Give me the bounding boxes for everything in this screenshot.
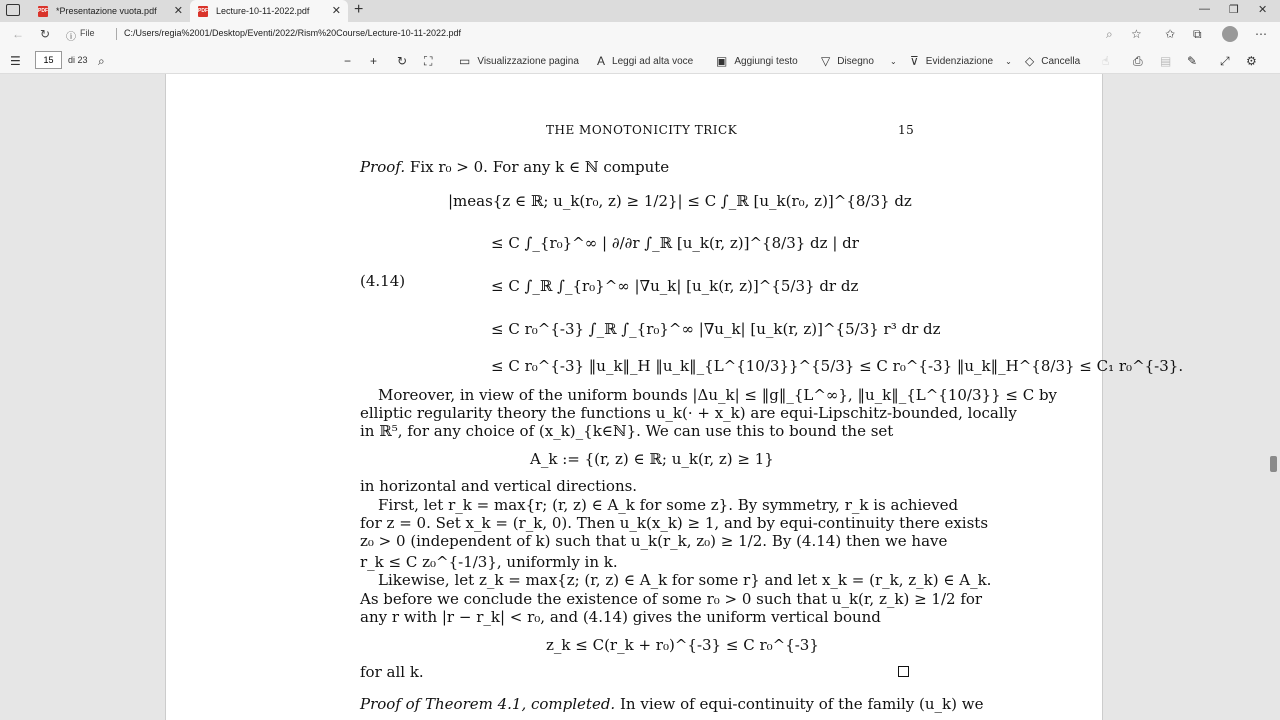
paragraph-line: First, let r_k = max{r; (r, z) ∈ A_k for some z}. By symmetry, r_k is achieved [378,496,959,514]
equation-line: ≤ C r₀^{-3} ∫_ℝ ∫_{r₀}^∞ |∇u_k| [u_k(r, z)]^{5/3} r³ dr dz [491,320,941,338]
erase-button[interactable] [1025,54,1080,68]
zoom-icon[interactable]: ⌕ [1106,27,1113,41]
tab-lecture[interactable] [190,0,348,22]
highlight-label: Evidenziazione [925,55,994,67]
touch-icon[interactable]: ☝ [1102,54,1110,68]
running-head: THE MONOTONICITY TRICK [546,123,738,137]
minimize-icon[interactable]: — [1199,3,1210,15]
add-text-label: Aggiungi testo [734,55,798,67]
scrollbar-thumb[interactable] [1270,456,1277,472]
read-aloud-icon: A [597,54,606,68]
zoom-out-icon[interactable]: − [344,54,352,68]
page-number: 15 [898,123,915,137]
info-icon[interactable]: ⓘ [66,32,76,43]
paragraph-line: Likewise, let z_k = max{z; (r, z) ∈ A_k for some r} and let x_k = (r_k, z_k) ∈ A_k. [378,571,992,589]
add-text-button[interactable] [716,54,798,68]
paragraph-line: r_k ≤ C z₀^{-1/3}, uniformly in k. [360,553,618,571]
eraser-icon: ◇ [1025,54,1035,68]
read-aloud-button[interactable] [597,54,693,68]
draw-label: Disegno [837,55,874,67]
page-view-button[interactable] [459,54,579,68]
save-as-icon[interactable]: ✎ [1187,54,1198,68]
favorites-icon[interactable]: ✩ [1165,27,1176,41]
print-icon[interactable]: ⎙ [1133,54,1143,68]
proof-intro-line [360,158,669,176]
collections-icon[interactable]: ⧉ [1193,27,1202,41]
add-favorite-icon[interactable]: ☆ [1131,27,1142,41]
zoom-in-icon[interactable]: + [370,54,378,68]
paragraph-line: in ℝ⁵, for any choice of (x_k)_{k∈ℕ}. We can use this to bound the set [360,422,894,440]
new-tab-icon[interactable]: + [354,1,364,18]
chevron-down-icon[interactable]: ⌄ [889,56,897,66]
set-definition: A_k := {(r, z) ∈ ℝ; u_k(r, z) ≥ 1} [530,450,774,468]
page-total: di 23 [68,55,88,65]
tab-title: Lecture-10-11-2022.pdf [216,6,310,16]
address-file-label: File [80,28,95,38]
paragraph-line: for all k. [360,663,424,681]
equation-line: ≤ C ∫_{r₀}^∞ | ∂/∂r ∫_ℝ [u_k(r, z)]^{8/3} dz | dr [491,234,859,252]
tab-title: *Presentazione vuota.pdf [56,6,157,16]
equation-line: |meas{z ∈ ℝ; u_k(r₀, z) ≥ 1/2}| ≤ C ∫_ℝ [u_k(r₀, z)]^{8/3} dz [448,192,912,210]
address-separator [116,28,117,40]
theorem-text: In view of equi-continuity of the family (u_k) we [620,695,984,713]
vertical-bound: z_k ≤ C(r_k + r₀)^{-3} ≤ C r₀^{-3} [546,636,819,654]
search-icon[interactable]: ⌕ [98,54,105,68]
pdf-file-icon: PDF [38,6,48,17]
paragraph-line: Moreover, in view of the uniform bounds |Δu_k| ≤ ‖g‖_{L^∞}, ‖u_k‖_{L^{10/3}} ≤ C by [378,386,1058,404]
close-icon[interactable]: ✕ [331,5,341,17]
close-window-icon[interactable]: ✕ [1258,4,1268,16]
address-bar [0,22,1280,46]
back-icon[interactable]: ← [12,27,24,41]
erase-label: Cancella [1041,55,1081,67]
proof-intro: Fix r₀ > 0. For any k ∈ ℕ compute [409,158,670,176]
pdf-toolbar [0,46,1280,74]
paragraph-line: z₀ > 0 (independent of k) such that u_k(r_k, z₀) ≥ 1/2. By (4.14) then we have [360,532,948,550]
contents-icon[interactable]: ☰ [10,54,21,68]
pdf-page [165,74,1184,720]
tab-presentazione[interactable] [30,0,190,22]
theorem-proof-line [360,695,983,713]
close-icon[interactable]: ✕ [173,5,183,17]
settings-gear-icon[interactable]: ⚙ [1246,54,1257,68]
paragraph-line: elliptic regularity theory the functions u_k(· + x_k) are equi-Lipschitz-bounded, locally [360,404,1017,422]
highlight-button[interactable] [910,54,1012,68]
proof-label: Proof. [360,158,406,176]
equation-label: (4.14) [360,272,406,290]
pdf-file-icon: PDF [198,6,208,17]
page-view-icon: ▭ [459,54,471,68]
equation-line: ≤ C ∫_ℝ ∫_{r₀}^∞ |∇u_k| [u_k(r, z)]^{5/3} dr dz [491,277,859,295]
equation-line: ≤ C r₀^{-3} ‖u_k‖_H ‖u_k‖_{L^{10/3}}^{5/3} ≤ C r₀^{-3} ‖u_k‖_H^{8/3} ≤ C₁ r₀^{-3}. [491,357,1184,375]
url-field[interactable]: C:/Users/regia%2001/Desktop/Eventi/2022/Rism%20Course/Lecture-10-11-2022.pdf [124,28,462,38]
rotate-icon[interactable]: ↻ [397,54,408,68]
restore-icon[interactable]: ❐ [1229,4,1239,16]
draw-button[interactable] [821,54,897,68]
fit-page-icon[interactable]: ⛶ [424,54,433,68]
highlight-icon: ⊽ [910,54,919,68]
tab-actions-icon[interactable] [6,4,20,16]
paragraph-line: As before we conclude the existence of some r₀ > 0 such that u_k(r, z_k) ≥ 1/2 for [360,590,983,608]
paragraph-line: any r with |r − r_k| < r₀, and (4.14) gives the uniform vertical bound [360,608,881,626]
chevron-down-icon[interactable]: ⌄ [1005,56,1012,66]
draw-icon: ▽ [821,54,831,68]
paragraph-line: in horizontal and vertical directions. [360,477,638,495]
fullscreen-icon[interactable]: ⤢ [1220,54,1230,68]
paragraph-line: for z = 0. Set x_k = (r_k, 0). Then u_k(x_k) ≥ 1, and by equi-continuity there exists [360,514,989,532]
add-text-icon: ▣ [716,54,728,68]
theorem-label: Proof of Theorem 4.1, completed. [360,695,616,713]
qed-symbol [898,666,909,677]
page-number-input[interactable]: 15 [35,51,62,69]
save-icon[interactable]: ▤ [1160,54,1172,68]
read-aloud-label: Leggi ad alta voce [612,55,694,67]
more-icon[interactable]: ⋯ [1255,27,1267,41]
avatar[interactable] [1222,26,1238,42]
tab-bar [0,0,1280,22]
refresh-icon[interactable]: ↻ [40,27,51,41]
pdf-viewer[interactable] [0,74,1280,720]
page-view-label: Visualizzazione pagina [477,55,579,67]
